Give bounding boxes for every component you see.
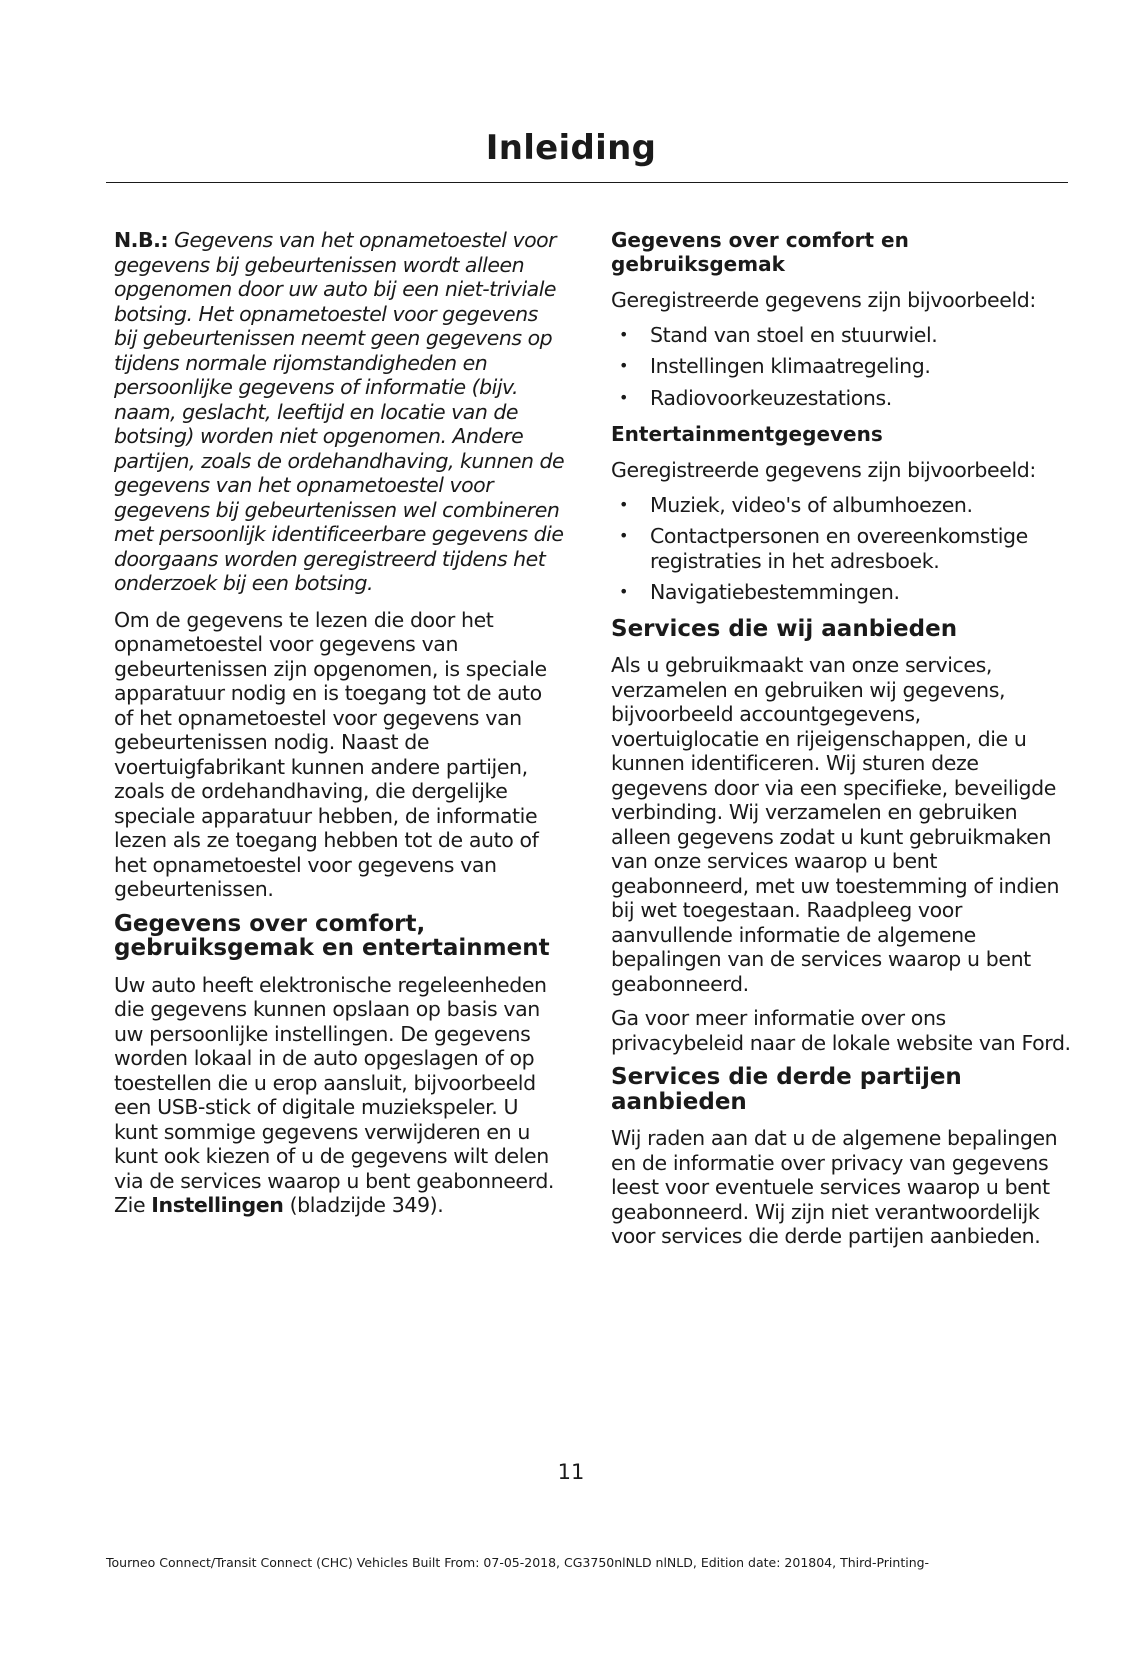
our-services-heading: Services die wij aanbieden <box>611 615 958 642</box>
comfort-intro: Geregistreerde gegevens zijn bijvoorbeeld: <box>611 288 1036 312</box>
control-units-paragraph <box>114 973 566 1218</box>
privacy-policy-paragraph: Ga voor meer informatie over ons privacybeleid naar de lokale website van Ford. <box>611 1006 1071 1055</box>
edition-footer: Tourneo Connect/Transit Connect (CHC) Vehicles Built From: 07-05-2018, CG3750nlNLD nlNLD, Edition date: 201804, Third-Printing- <box>106 1555 930 1570</box>
list-item: • Contactpersonen en overeenkomstige registraties in het adresboek. <box>611 524 1073 573</box>
list-item: • Muziek, video's of albumhoezen. <box>611 493 1073 518</box>
header-divider <box>106 182 1068 183</box>
settings-link[interactable]: Instellingen <box>151 1193 284 1217</box>
note-label: N.B.: <box>114 228 169 252</box>
note-text: Gegevens van het opnametoestel voor gegevens bij gebeurtenissen wordt alleen opgenomen door uw auto bij een niet-triviale botsing. Het opnametoestel voor gegevens bij gebeurtenissen neemt geen gegevens op tijdens normale rijomstandigheden en persoonlijke gegevens of informatie (bijv. naam, geslacht, leeftijd en locatie van de botsing) worden niet opgenomen. Andere partijen, zoals de ordehandhaving, kunnen de gegevens van het opnametoestel voor gegevens bij gebeurtenissen wel combineren met persoonlijk identificeerbare gegevens die doorgaans worden geregistreerd tijdens het onderzoek bij een botsing. <box>114 228 565 595</box>
third-party-paragraph: Wij raden aan dat u de algemene bepalingen en de informatie over privacy van gegevens leest voor eventuele services waarop u bent geabonneerd. Wij zijn niet verantwoordelijk voor services die derde partijen aanbieden. <box>611 1126 1058 1248</box>
list-item: • Instellingen klimaatregeling. <box>611 354 1073 379</box>
third-party-heading: Services die derde partijen aanbieden <box>611 1064 962 1115</box>
edr-paragraph: Om de gegevens te lezen die door het opnametoestel voor gegevens van gebeurtenissen zijn opgenomen, is speciale apparatuur nodig en is toegang tot de auto of het opnametoestel voor gegevens van gebeurtenissen nodig. Naast de voertuigfabrikant kunnen andere partijen, zoals de ordehandhaving, die dergelijke speciale apparatuur hebben, de informatie lezen als ze toegang hebben tot de auto of het opnametoestel voor gegevens van gebeurtenissen. <box>114 607 547 901</box>
note-paragraph <box>114 228 566 596</box>
page-title: Inleiding <box>485 128 657 168</box>
page-number: 11 <box>557 1460 585 1484</box>
entertainment-subheading: Entertainmentgegevens <box>611 422 883 446</box>
comfort-subheading: Gegevens over comfort en gebruiksgemak <box>611 228 909 276</box>
comfort-list <box>611 323 1073 411</box>
list-item: • Stand van stoel en stuurwiel. <box>611 323 1073 348</box>
control-units-text: Uw auto heeft elektronische regeleenheden die gegevens kunnen opslaan op basis van uw persoonlijke instellingen. De gegevens worden lokaal in de auto opgeslagen of op toestellen die u erop aansluit, bijvoorbeeld een USB-stick of digitale muziekspeler. U kunt sommige gegevens verwijderen en u kunt ook kiezen of u de gegevens wilt delen via de services waarop u bent geabonneerd. Zie <box>114 972 555 1217</box>
our-services-paragraph: Als u gebruikmaakt van onze services, verzamelen en gebruiken wij gegevens, bijvoorbeeld accountgegevens, voertuiglocatie en rijeigenschappen, die u kunnen identificeren. Wij sturen deze gegevens door via een specifieke, beveiligde verbinding. Wij verzamelen en gebruiken alleen gegevens zodat u kunt gebruikmaken van onze services waarop u bent geabonneerd, met uw toestemming of indien bij wet toegestaan. Raadpleeg voor aanvullende informatie de algemene bepalingen van de services waarop u bent geabonneerd. <box>611 653 1060 996</box>
entertainment-intro: Geregistreerde gegevens zijn bijvoorbeeld: <box>611 458 1036 482</box>
entertainment-list <box>611 493 1073 605</box>
settings-page-ref: (bladzijde 349). <box>283 1193 444 1217</box>
left-column <box>114 228 566 1228</box>
comfort-entertainment-heading: Gegevens over comfort, gebruiksgemak en entertainment <box>114 910 550 961</box>
right-column <box>611 228 1073 1259</box>
list-item: • Radiovoorkeuzestations. <box>611 386 1073 411</box>
list-item: • Navigatiebestemmingen. <box>611 580 1073 605</box>
